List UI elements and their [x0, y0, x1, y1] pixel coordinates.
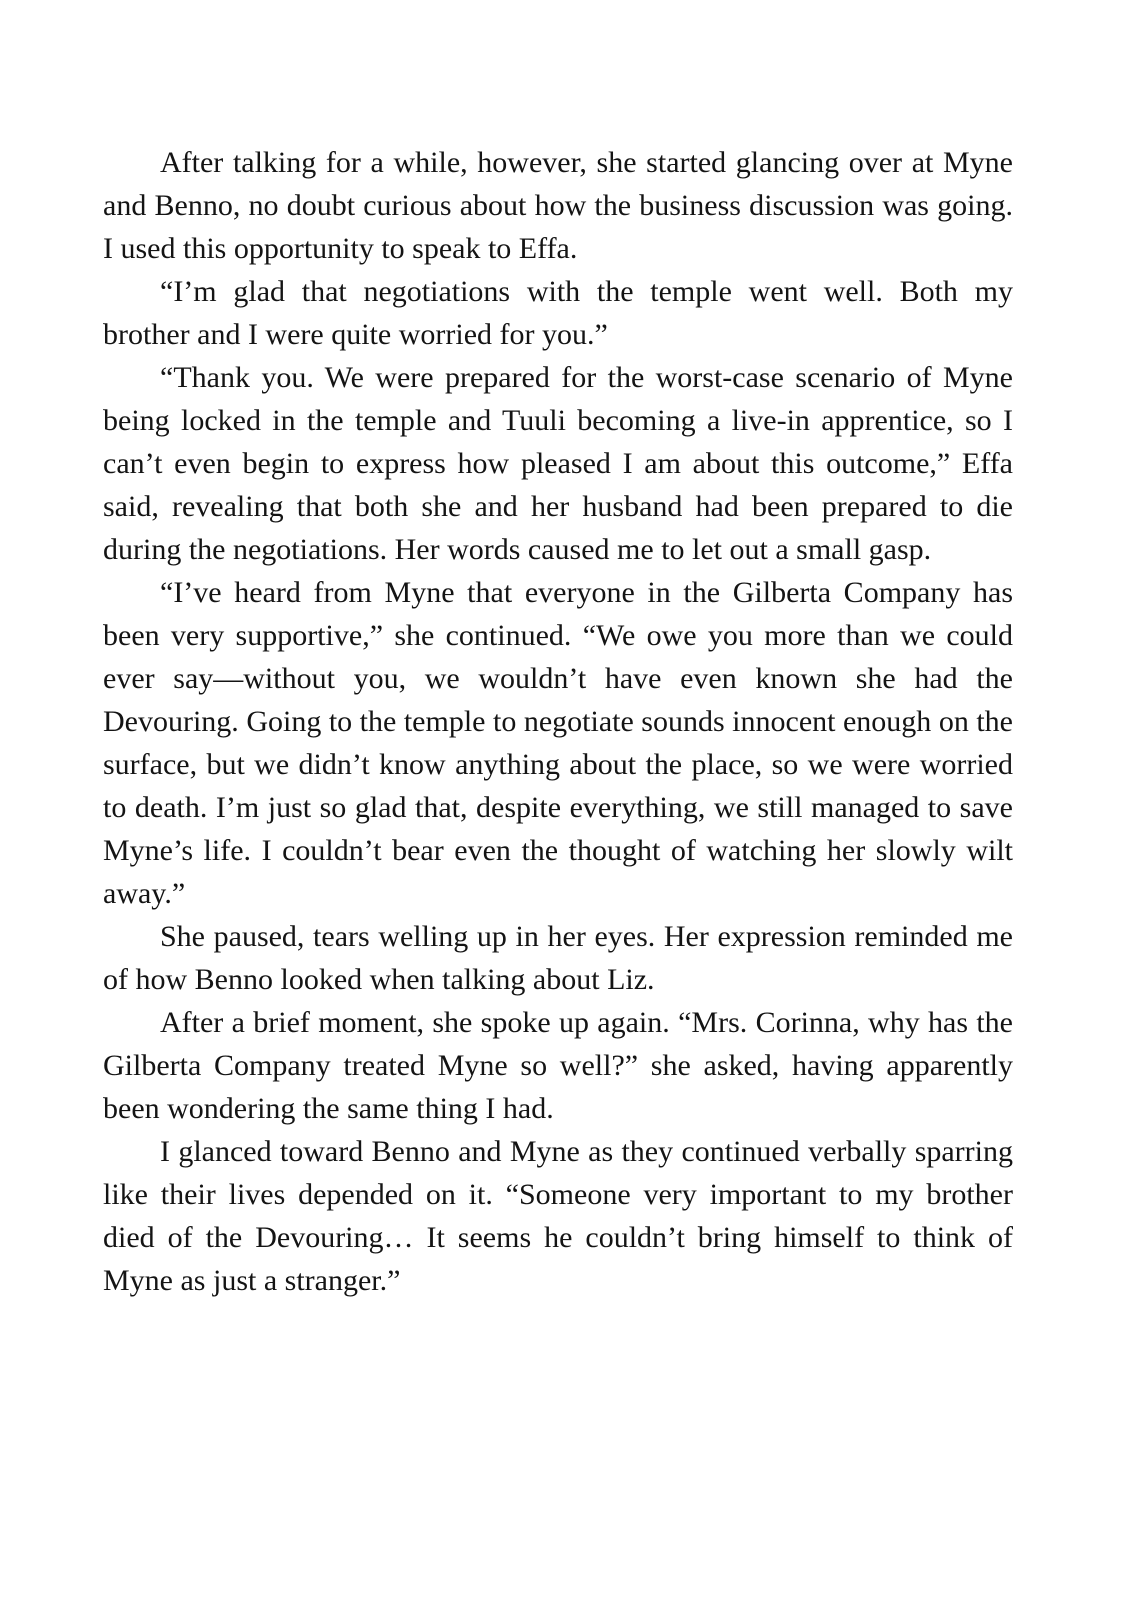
- paragraph: After talking for a while, however, she started glancing over at Myne and Benno, no doubt curious about how the business discussion was going. I used this opportunity to speak to Effa.: [103, 146, 1013, 265]
- paragraph: “I’ve heard from Myne that everyone in the Gilberta Company has been very supportive,” she continued. “We owe you more than we could ever say—without you, we wouldn’t have even known she had the Devouring. Going to the temple to negotiate sounds innocent enough on the surface, but we didn’t know anything about the place, so we were worried to death. I’m just so glad that, despite everything, we still managed to save Myne’s life. I couldn’t bear even the thought of watching her slowly wilt away.”: [103, 576, 1013, 910]
- paragraph: I glanced toward Benno and Myne as they continued verbally sparring like their lives depended on it. “Someone very important to my brother died of the Devouring… It seems he couldn’t bring himself to think of Myne as just a stranger.”: [103, 1135, 1013, 1297]
- paragraph: “Thank you. We were prepared for the worst-case scenario of Myne being locked in the temple and Tuuli becoming a live-in apprentice, so I can’t even begin to express how pleased I am about this outcome,” Effa said, revealing that both she and her husband had been prepared to die during the negotiations. Her words caused me to let out a small gasp.: [103, 361, 1013, 566]
- paragraph: “I’m glad that negotiations with the temple went well. Both my brother and I were quite worried for you.”: [103, 275, 1013, 351]
- paragraph: She paused, tears welling up in her eyes. Her expression reminded me of how Benno looked when talking about Liz.: [103, 920, 1013, 996]
- paragraph: After a brief moment, she spoke up again. “Mrs. Corinna, why has the Gilberta Company treated Myne so well?” she asked, having apparently been wondering the same thing I had.: [103, 1006, 1013, 1125]
- page-text-block: [103, 141, 1013, 1302]
